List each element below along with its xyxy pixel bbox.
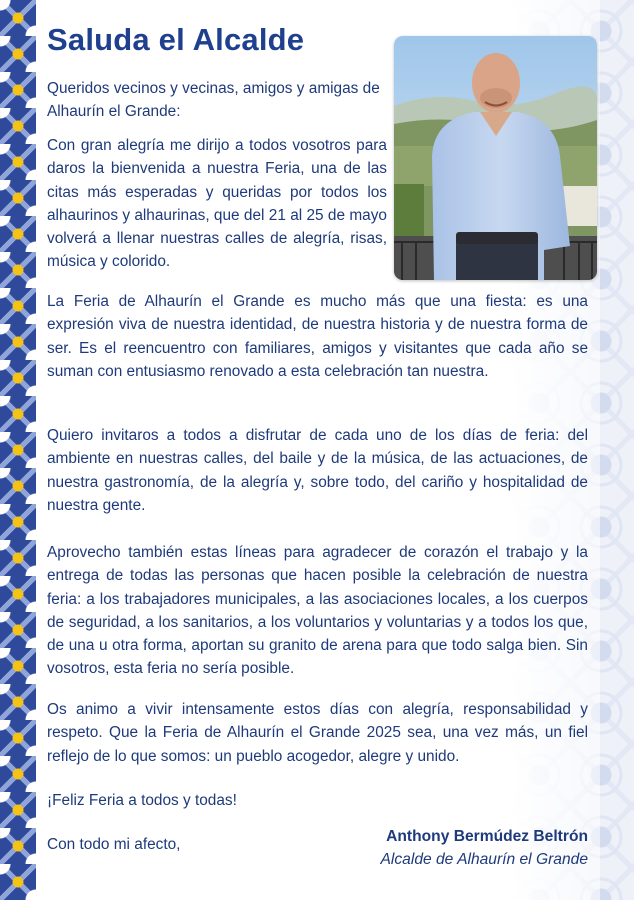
letter-salutation: Queridos vecinos y vecinas, amigos y amigas de Alhaurín el Grande: [47, 80, 380, 121]
page-title: Saluda el Alcalde [47, 22, 305, 57]
mayor-photo [394, 36, 597, 280]
greeting-line: ¡Feliz Feria a todos y todas! [47, 792, 237, 809]
letter-paragraph-1: Con gran alegría me dirijo a todos vosotros para daros la bienvenida a nuestra Feria, una de las citas más esperadas y queridas por todos los alhaurinos y alhaurinas, que del 21 al 25 de mayo volverá a llenar nuestras calles de alegría, risas, música y colorido. [47, 137, 387, 271]
closing-line: Con todo mi afecto, [47, 836, 181, 853]
letter-paragraph-3: Quiero invitaros a todos a disfrutar de cada uno de los días de feria: del ambiente en nuestras calles, del baile y de la música, de las actuaciones, de nuestra gastronomía, de la alegría y, sobre todo, del cariño y hospitalidad de nuestra gente. [47, 427, 588, 514]
letter-paragraph-5: Os animo a vivir intensamente estos días con alegría, responsabilidad y respeto. Que la Feria de Alhaurín el Grande 2025 sea, una vez más, un fiel reflejo de lo que somos: un pueblo acogedor, alegre y unido. [47, 701, 588, 765]
letter-paragraph-2: La Feria de Alhaurín el Grande es mucho más que una fiesta: es una expresión viva de nuestra identidad, de nuestra historia y de nuestra forma de ser. Es el reencuentro con familiares, amigos y visitantes que cada año se suman con entusiasmo renovado a esta celebración tan nuestra. [47, 293, 588, 380]
decorative-tile-border-left [0, 0, 36, 900]
letter-paragraph-4: Aprovecho también estas líneas para agradecer de corazón el trabajo y la entrega de todas las personas que hacen posible la celebración de nuestra feria: a los trabajadores municipales, a las asociaciones locales, a los cuerpos de seguridad, a los sanitarios, a los voluntarios y voluntarias y a todos los que, de una u otra forma, aportan su granito de arena para que todo salga bien. Sin vosotros, esta feria no sería posible. [47, 544, 588, 678]
signer-name: Anthony Bermúdez Beltrón [386, 828, 588, 845]
signer-role: Alcalde de Alhaurín el Grande [380, 851, 588, 868]
